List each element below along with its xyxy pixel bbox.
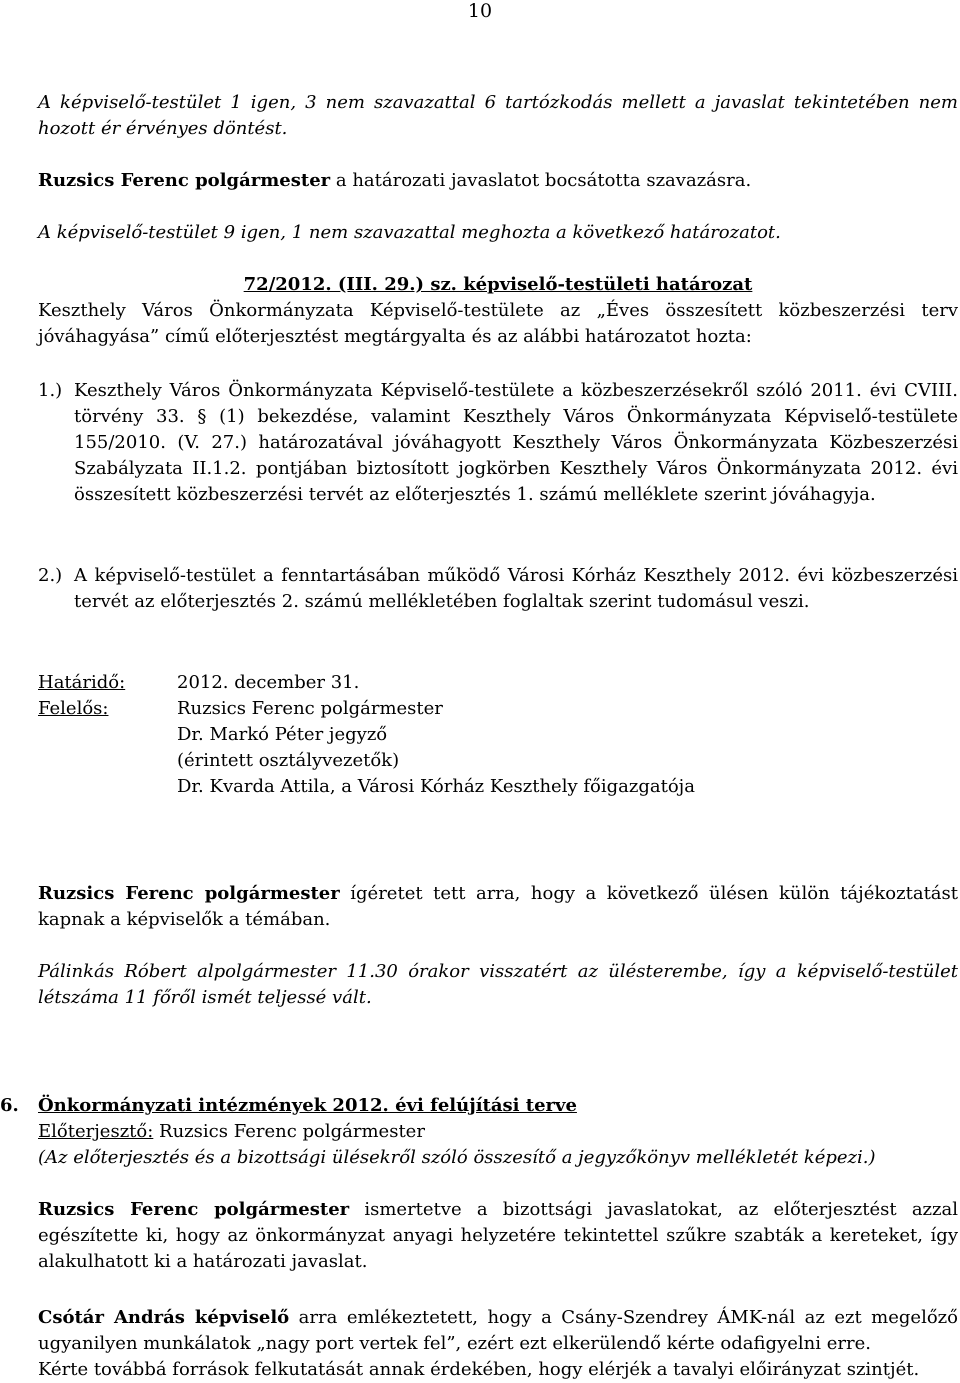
paragraph-text: a határozati javaslatot bocsátotta szavazásra.: [330, 170, 752, 191]
point-number: 1.): [38, 380, 63, 401]
point-text: Keszthely Város Önkormányzata Képviselő-testülete a közbeszerzésekről szóló 2011. évi CVIII. törvény 33. § (1) bekezdése, valamint Keszthely Város Önkormányzata Képviselő-testülete 155/2010. (V. 27.) határozatával jóváhagyott Keszthely Város Önkormányzata Közbeszerzési Szabályzata II.1.2. pontjában biztosított jogkörben Keszthely Város Önkormányzata 2012. évi összesített közbeszerzési tervét az előterjesztés 1. számú melléklete szerint jóváhagyja.: [74, 380, 958, 505]
promise-paragraph: [38, 881, 958, 933]
presenter-label: Előterjesztő:: [38, 1121, 154, 1142]
responsible-person: Ruzsics Ferenc polgármester: [177, 698, 443, 719]
vote-result-failed: A képviselő-testület 1 igen, 3 nem szavazattal 6 tartózkodás mellett a javaslat tekintetében nem hozott ér érvényes döntést.: [38, 92, 958, 139]
responsible-person: Dr. Kvarda Attila, a Városi Kórház Keszthely főigazgatója: [177, 776, 695, 797]
responsible-person: Dr. Markó Péter jegyző: [177, 724, 388, 745]
responsible-label: Felelős:: [38, 698, 109, 719]
paragraph-text: ismertetve a bizottsági javaslatokat, az előterjesztést azzal egészítette ki, hogy az önkormányzat anyagi helyzetére tekintettel szűkre szabták a kereteket, így alakulhatott ki a határozati javaslat.: [38, 1199, 959, 1272]
speaker-name: Ruzsics Ferenc polgármester: [38, 883, 340, 904]
resolution-title: 72/2012. (III. 29.) sz. képviselő-testületi határozat: [243, 274, 753, 295]
responsible-person: (érintett osztályvezetők): [177, 750, 400, 771]
point-number: 2.): [38, 565, 63, 586]
mayor-statement: [38, 1197, 958, 1275]
vote-result-passed: A képviselő-testület 9 igen, 1 nem szavazattal meghozta a következő határozatot.: [38, 222, 781, 243]
attachment-note: (Az előterjesztés és a bizottsági ülésekről szóló összesítő a jegyzőkönyv mellékletét képezi.): [38, 1147, 876, 1168]
csotar-statement-continued: Kérte továbbá források felkutatását annak érdekében, hogy elérjék a tavalyi előirányzat szintjét.: [38, 1359, 920, 1380]
speaker-name: Ruzsics Ferenc polgármester: [38, 1199, 350, 1220]
csotar-statement: [38, 1305, 958, 1357]
paragraph-text: arra emlékeztetett, hogy a Csány-Szendrey ÁMK-nál az ezt megelőző ugyanilyen munkálatok „nagy port vertek fel”, ezért ezt elkerülendő kérte odafigyelni erre.: [38, 1307, 958, 1354]
speaker-name: Ruzsics Ferenc polgármester: [38, 170, 331, 191]
put-to-vote-paragraph: [38, 168, 958, 194]
presenter-line: [38, 1119, 958, 1145]
presenter-name: Ruzsics Ferenc polgármester: [153, 1121, 425, 1142]
point-text: A képviselő-testület a fenntartásában működő Városi Kórház Keszthely 2012. évi közbeszerzési tervét az előterjesztés 2. számú mellékletében foglaltak szerint tudomásul veszi.: [74, 565, 958, 612]
resolution-intro: Keszthely Város Önkormányzata Képviselő-testülete az „Éves összesített közbeszerzési terv jóváhagyása” című előterjesztést megtárgyalta és az alábbi határozatot hozta:: [38, 300, 958, 347]
section-number: 6.: [0, 1095, 19, 1116]
paragraph-text: ígéretet tett arra, hogy a következő ülésen külön tájékoztatást kapnak a képviselők a témában.: [38, 883, 959, 930]
deadline-label: Határidő:: [38, 672, 126, 693]
page-number: 10: [467, 0, 493, 22]
deadline-value: 2012. december 31.: [177, 672, 360, 693]
section-title: Önkormányzati intézmények 2012. évi felújítási terve: [38, 1095, 577, 1116]
return-note: Pálinkás Róbert alpolgármester 11.30 órakor visszatért az ülésterembe, így a képviselő-testület létszáma 11 főről ismét teljessé vált.: [38, 961, 958, 1008]
speaker-name: Csótár András képviselő: [38, 1307, 290, 1328]
